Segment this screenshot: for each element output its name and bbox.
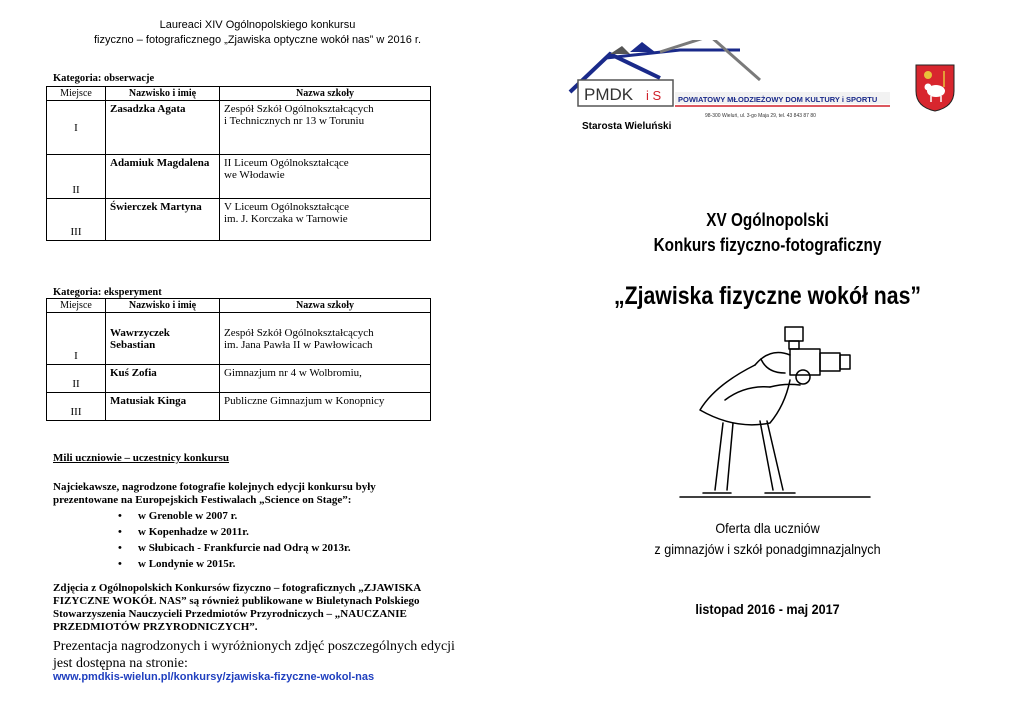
place-cell: III xyxy=(47,393,106,421)
list-item: • w Słubicach - Frankfurcie nad Odrą w 2013r. xyxy=(118,542,351,554)
school-cell: Zespół Szkół Ogólnokształcących i Technicznych nr 13 w Toruniu xyxy=(220,101,431,155)
school-cell: Publiczne Gimnazjum w Konopnicy xyxy=(220,393,431,421)
header-line-2: fizyczno – fotograficznego „Zjawiska optyczne wokół nas” w 2016 r. xyxy=(93,34,422,46)
column-header-school: Nazwa szkoły xyxy=(220,87,431,101)
table-row xyxy=(47,393,431,421)
contest-link[interactable]: www.pmdkis-wielun.pl/konkursy/zjawiska-fizyczne-wokol-nas xyxy=(53,671,375,683)
festival-list xyxy=(118,508,351,572)
column-header-name: Nazwisko i imię xyxy=(106,87,220,101)
column-header-place: Miejsce xyxy=(47,299,106,313)
name-cell: Świerczek Martyna xyxy=(106,199,220,241)
name-cell: Matusiak Kinga xyxy=(106,393,220,421)
observation-table xyxy=(46,86,431,241)
column-header-place: Miejsce xyxy=(47,87,106,101)
name-cell: Kuś Zofia xyxy=(106,365,220,393)
logo-ampersand: i S xyxy=(646,88,662,103)
bullet-icon: • xyxy=(118,526,122,538)
presentation-note: Prezentacja nagrodzonych i wyróżnionych zdjęć poszczególnych edycji jest dostępna na stronie: xyxy=(53,639,455,671)
contest-edition: XV Ogólnopolski xyxy=(706,210,829,230)
school-cell: Gimnazjum nr 4 w Wolbromiu, xyxy=(220,365,431,393)
offer-line-1: Oferta dla uczniów xyxy=(715,520,820,536)
place-cell: III xyxy=(47,199,106,241)
name-cell: Adamiuk Magdalena xyxy=(106,155,220,199)
list-item: • w Grenoble w 2007 r. xyxy=(118,510,238,522)
pmdkis-logo xyxy=(560,40,900,120)
column-header-name: Nazwisko i imię xyxy=(106,299,220,313)
table-row xyxy=(47,155,431,199)
header-line-1: Laureaci XIV Ogólnopolskiego konkursu xyxy=(159,19,356,31)
place-cell: I xyxy=(47,101,106,155)
column-header-school: Nazwa szkoły xyxy=(220,299,431,313)
table-row xyxy=(47,101,431,155)
coat-of-arms-icon xyxy=(914,63,956,113)
left-page xyxy=(0,0,480,724)
place-cell: II xyxy=(47,155,106,199)
contest-name: Konkurs fizyczno-fotograficzny xyxy=(653,235,882,255)
bullet-icon: • xyxy=(118,558,122,570)
publications-note: Zdjęcia z Ogólnopolskich Konkursów fizyczno – fotograficznych „ZJAWISKA FIZYCZNE WOKÓŁ NAS” są również publikowane w Biuletynach Polskiego Stowarzyszenia Nauczycieli Przedmiotów Przyrodniczych – „NAUCZANIE PRZEDMIOTÓW PRZYRODNICZYCH”. xyxy=(53,582,421,633)
place-cell: I xyxy=(47,313,106,365)
logo-address: 98-300 Wieluń, ul. 3-go Maja 29, tel. 43 843 87 80 xyxy=(705,113,816,119)
participants-heading: Mili uczniowie – uczestnicy konkursu xyxy=(53,452,230,464)
category-experiment-label: Kategoria: eksperyment xyxy=(53,287,162,298)
logo-banner: POWIATOWY MŁODZIEŻOWY DOM KULTURY i SPORTU xyxy=(678,95,878,104)
experiment-table xyxy=(46,298,431,421)
bullet-icon: • xyxy=(118,542,122,554)
list-item: • w Londynie w 2015r. xyxy=(118,558,236,570)
bullet-icon: • xyxy=(118,510,122,522)
table-row xyxy=(47,313,431,365)
place-cell: II xyxy=(47,365,106,393)
list-item: • w Kopenhadze w 2011r. xyxy=(118,526,249,538)
contest-theme: „Zjawiska fizyczne wokół nas” xyxy=(613,282,922,310)
school-cell: V Liceum Ogólnokształcące im. J. Korczaka w Tarnowie xyxy=(220,199,431,241)
contest-dates: listopad 2016 - maj 2017 xyxy=(695,601,840,617)
table-row xyxy=(47,199,431,241)
name-cell: Zasadzka Agata xyxy=(106,101,220,155)
school-cell: Zespół Szkół Ogólnokształcących im. Jana Pawła II w Pawłowicach xyxy=(220,313,431,365)
festival-intro: Najciekawsze, nagrodzone fotografie kolejnych edycji konkursu były prezentowane na Europejskich Festiwalach „Science on Stage”: xyxy=(53,481,376,506)
offer-line-2: z gimnazjów i szkół ponadgimnazjalnych xyxy=(654,541,881,557)
category-observation-label: Kategoria: obserwacje xyxy=(53,73,155,84)
photographer-illustration xyxy=(675,325,875,505)
laureates-header xyxy=(40,18,475,48)
table-row xyxy=(47,365,431,393)
name-cell: Wawrzyczek Sebastian xyxy=(106,313,220,365)
logo-text: PMDK xyxy=(584,85,634,104)
starosta-label: Starosta Wieluński xyxy=(582,121,672,132)
school-cell: II Liceum Ogólnokształcące we Włodawie xyxy=(220,155,431,199)
